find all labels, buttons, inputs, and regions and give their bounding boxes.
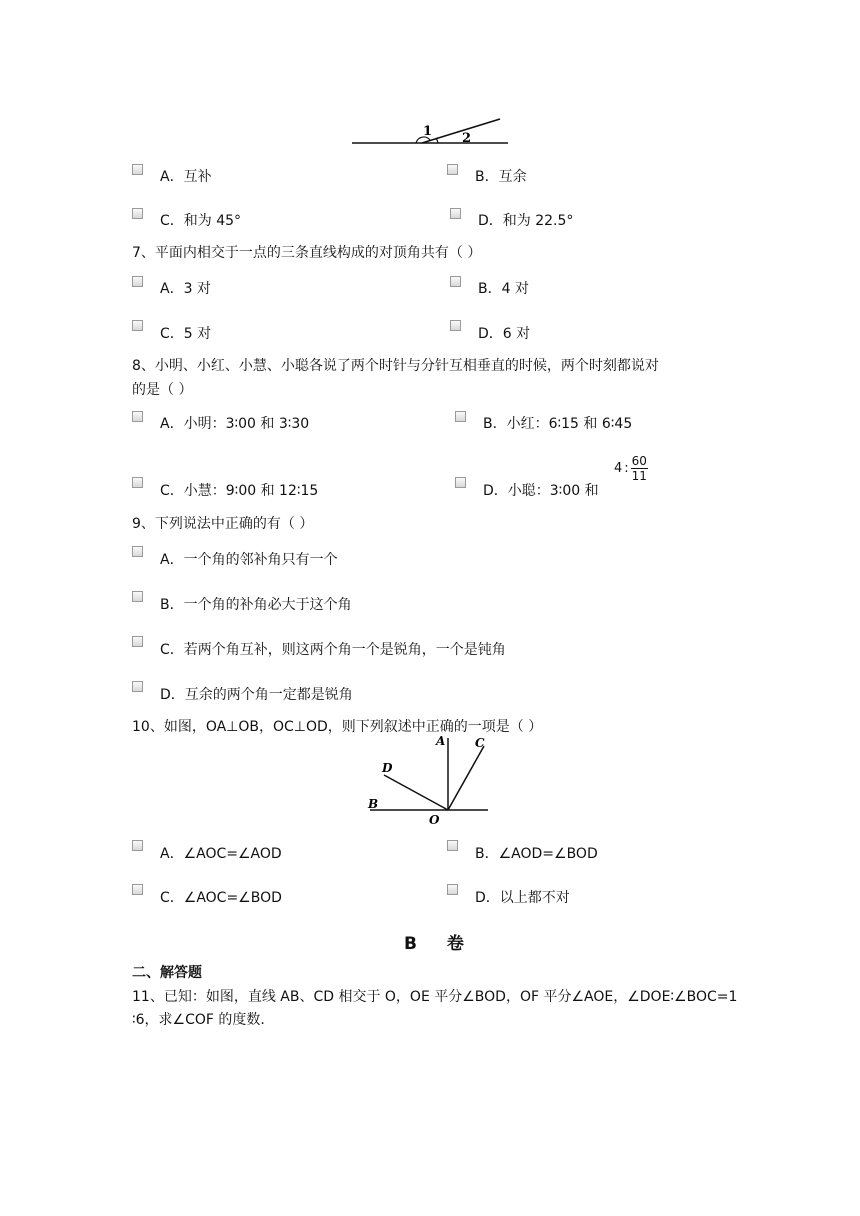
q7-option-d-label: D．6 对	[478, 326, 531, 342]
q8-d-hour: 4	[614, 461, 623, 476]
q7-option-d-checkbox[interactable]	[450, 320, 461, 331]
q8-d-sep: :	[624, 461, 629, 476]
q8-option-c-label: C．小慧：9∶00 和 12∶15	[160, 483, 319, 499]
q10-option-b-label: B．∠AOD=∠BOD	[475, 846, 598, 862]
q9-option-b-checkbox[interactable]	[132, 591, 143, 602]
question-8-text-line1: 8、小明、小红、小慧、小聪各说了两个时针与分针互相垂直的时候，两个时刻都说对	[132, 358, 659, 374]
q7-option-a-label: A．3 对	[160, 281, 211, 297]
q7-option-a-checkbox[interactable]	[132, 276, 143, 287]
angle-label-1: 1	[423, 124, 433, 139]
q10-option-a-checkbox[interactable]	[132, 840, 143, 851]
point-c-label: C	[475, 736, 485, 750]
section-b-title: B 卷	[404, 934, 476, 954]
q10-option-d-checkbox[interactable]	[447, 884, 458, 895]
q8-option-d-label: D．小聪：3∶00 和	[483, 483, 599, 499]
point-o-label: O	[429, 813, 440, 826]
q8-option-d-time	[614, 454, 648, 483]
point-d-label: D	[382, 761, 393, 775]
q9-option-b-label: B．一个角的补角必大于这个角	[160, 597, 352, 613]
q7-option-b-label: B．4 对	[478, 281, 529, 297]
q8-option-c-checkbox[interactable]	[132, 477, 143, 488]
q7-option-c-checkbox[interactable]	[132, 320, 143, 331]
q10-option-c-checkbox[interactable]	[132, 884, 143, 895]
question-9-text: 9、下列说法中正确的有（ ）	[132, 516, 314, 532]
q9-option-d-label: D．互余的两个角一定都是锐角	[160, 687, 353, 703]
point-a-label: A	[436, 734, 446, 748]
q8-option-a-checkbox[interactable]	[132, 411, 143, 422]
q6-option-b-label: B．互余	[475, 169, 527, 185]
q10-option-d-label: D．以上都不对	[475, 890, 570, 906]
perpendicular-lines-figure-q10	[366, 730, 496, 826]
fraction-denominator: 11	[631, 469, 647, 483]
q6-option-d-checkbox[interactable]	[450, 208, 461, 219]
question-11-text-line2: ∶6，求∠COF 的度数.	[132, 1012, 265, 1028]
angle-label-2: 2	[462, 131, 472, 146]
question-8-text-line2: 的是（ ）	[132, 382, 193, 398]
q10-option-c-label: C．∠AOC=∠BOD	[160, 890, 282, 906]
q8-d-fraction	[631, 454, 648, 483]
q8-option-a-label: A．小明：3∶00 和 3∶30	[160, 416, 310, 432]
q9-option-c-label: C．若两个角互补，则这两个角一个是锐角，一个是钝角	[160, 642, 506, 658]
q6-option-d-label: D．和为 22.5°	[478, 213, 574, 229]
point-b-label: B	[368, 797, 379, 811]
q9-option-a-checkbox[interactable]	[132, 546, 143, 557]
q9-option-c-checkbox[interactable]	[132, 636, 143, 647]
q6-option-b-checkbox[interactable]	[447, 164, 458, 175]
section-heading: 二、解答题	[132, 965, 202, 981]
q7-option-b-checkbox[interactable]	[450, 276, 461, 287]
question-11-text-line1: 11、已知：如图，直线 AB、CD 相交于 O，OE 平分∠BOD，OF 平分∠AOE，∠DOE∶∠BOC=1	[132, 989, 738, 1005]
q10-option-b-checkbox[interactable]	[447, 840, 458, 851]
q6-option-c-label: C．和为 45°	[160, 213, 242, 229]
q8-option-d-checkbox[interactable]	[455, 477, 466, 488]
q7-option-c-label: C．5 对	[160, 326, 212, 342]
angle-figure-q6	[350, 118, 512, 148]
q8-option-b-checkbox[interactable]	[455, 411, 466, 422]
question-10-text: 10、如图，OA⊥OB，OC⊥OD，则下列叙述中正确的一项是（ ）	[132, 719, 543, 735]
question-7-text: 7、平面内相交于一点的三条直线构成的对顶角共有（ ）	[132, 245, 482, 261]
fraction-numerator: 60	[631, 454, 647, 468]
q9-option-a-label: A．一个角的邻补角只有一个	[160, 552, 338, 568]
q9-option-d-checkbox[interactable]	[132, 681, 143, 692]
q10-option-a-label: A．∠AOC=∠AOD	[160, 846, 282, 862]
q6-option-c-checkbox[interactable]	[132, 208, 143, 219]
q6-option-a-checkbox[interactable]	[132, 164, 143, 175]
q8-option-b-label: B．小红：6∶15 和 6∶45	[483, 416, 633, 432]
q6-option-a-label: A．互补	[160, 169, 212, 185]
